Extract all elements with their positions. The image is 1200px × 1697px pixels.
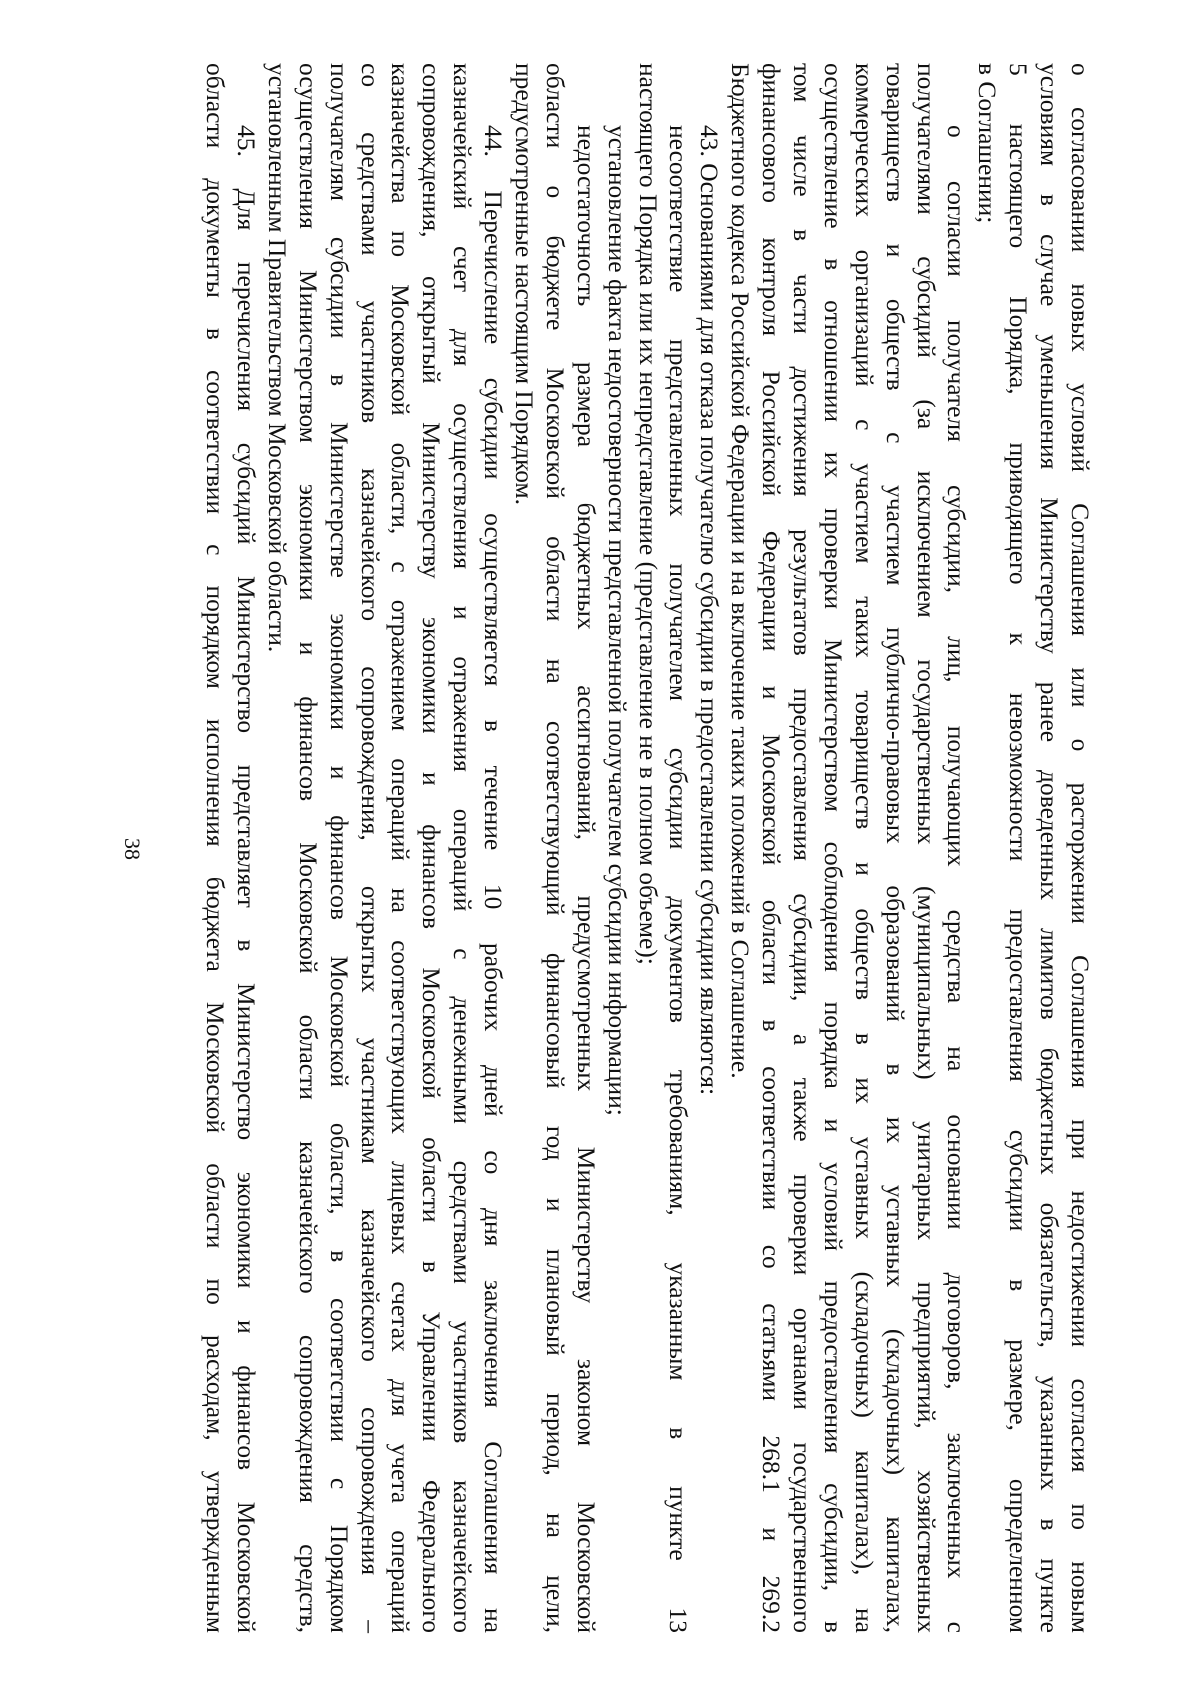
text-line: о согласии получателя субсидии, лиц, получающих средства на основании договоров, заключенных с xyxy=(942,125,972,1633)
document-body xyxy=(105,63,1095,1633)
text-line: в Соглашении; xyxy=(973,63,1003,224)
text-line: несоответствие представленных получателем субсидии документов требованиям, указанным в пункте 13 xyxy=(664,125,694,1633)
text-line: со средствами участников казначейского сопровождения, открытых участникам казначейского сопровождения – xyxy=(355,63,385,1633)
text-line: осуществление в отношении их проверки Министерством соблюдения порядка и условий предоставления субсидии, в xyxy=(818,63,848,1633)
text-line: казначейский счет для осуществления и отражения операций с денежными средствами участников казначейского xyxy=(448,63,478,1633)
text-line: условиям в случае уменьшения Министерству ранее доведенных лимитов бюджетных обязательств, указанных в пункте xyxy=(1035,63,1065,1633)
text-line: установление факта недостоверности представленной получателем субсидии информации; xyxy=(602,125,632,1116)
text-line: настоящего Порядка или их непредставление (представление не в полном объеме); xyxy=(633,63,663,965)
text-line: получателями субсидий (за исключением государственных (муниципальных) унитарных предприятий, хозяйственных xyxy=(911,63,941,1633)
text-line: 5 настоящего Порядка, приводящего к невозможности предоставления субсидии в размере, определенном xyxy=(1004,63,1034,1633)
text-line: предусмотренные настоящим Порядком. xyxy=(509,63,539,505)
text-line: области документы в соответствии с порядком исполнения бюджета Московской области по расходам, утвержденным xyxy=(201,63,231,1633)
text-line: товариществ и обществ с участием публично-правовых образований в их уставных (складочных) капиталах, xyxy=(880,63,910,1633)
text-line: установленным Правительством Московской области. xyxy=(262,63,292,653)
rotated-page-content xyxy=(105,63,1095,1633)
text-line: сопровождения, открытый Министерству экономики и финансов Московской области в Управлении Федерального xyxy=(417,63,447,1633)
text-line: 44. Перечисление субсидии осуществляется в течение 10 рабочих дней со дня заключения Соглашения на xyxy=(479,125,509,1633)
text-line: 45. Для перечисления субсидий Министерство представляет в Министерство экономики и финансов Московской xyxy=(231,125,261,1633)
text-line: том числе в части достижения результатов предоставления субсидии, а также проверки органами государственного xyxy=(787,63,817,1633)
text-line: казначейства по Московской области, с отражением операций на соответствующих лицевых счетах для учета операций xyxy=(386,63,416,1633)
text-line: осуществления Министерством экономики и финансов Московской области казначейского сопровождения средств, xyxy=(293,63,323,1633)
text-line: о согласовании новых условий Соглашения или о расторжении Соглашения при недостижении согласия по новым xyxy=(1066,63,1095,1633)
text-line: получателям субсидии в Министерстве экономики и финансов Московской области, в соответствии с Порядком xyxy=(324,63,354,1633)
text-line: недостаточность размера бюджетных ассигнований, предусмотренных Министерству законом Московской xyxy=(571,125,601,1633)
text-line: 43. Основаниями для отказа получателю субсидии в предоставлении субсидии являются: xyxy=(695,125,725,1096)
text-line: Бюджетного кодекса Российской Федерации и на включение таких положений в Соглашение. xyxy=(726,63,756,1079)
text-line: коммерческих организаций с участием таких товариществ и обществ в их уставных (складочных) капиталах), на xyxy=(849,63,879,1633)
page-number: 38 xyxy=(120,838,145,860)
text-line: области о бюджете Московской области на соответствующий финансовый год и плановый период, на цели, xyxy=(540,63,570,1633)
text-line: финансового контроля Российской Федерации и Московской области в соответствии со статьями 268.1 и 269.2 xyxy=(757,63,787,1633)
